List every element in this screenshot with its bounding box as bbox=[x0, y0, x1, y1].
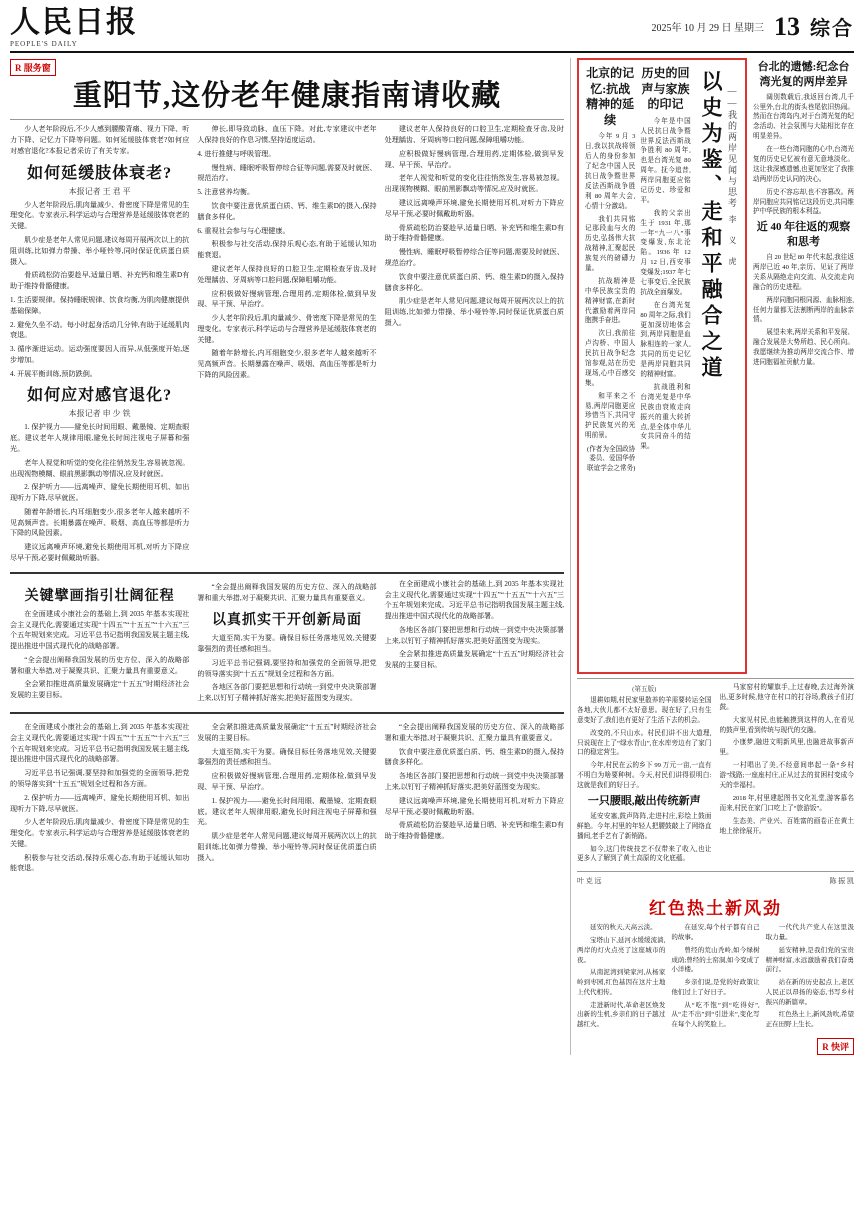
paragraph: 饮食中要注意优质蛋白质、钙、维生素D的摄入,保持膳食多样化。 bbox=[197, 202, 377, 221]
red-feature-headline: 红色热土新风劲 bbox=[649, 899, 782, 919]
red-feature bbox=[577, 876, 854, 1055]
lead-col-3 bbox=[385, 124, 564, 566]
top-right-column bbox=[753, 58, 854, 674]
subhead-limb: 如何延缓肢体衰老? bbox=[27, 164, 173, 182]
paragraph: 退耕如期,村民家里散养的羊需要转运全国各地,大伙儿都不太好意思。现在好了,只有生意变好了,我们也有更好了生活下去的机会。 bbox=[577, 697, 712, 724]
paragraph: 走进新时代,革命老区焕发出新的生机,乡亲们的日子越过越红火。 bbox=[577, 1001, 666, 1029]
paragraph: 抗战胜利和台湾光复是中华民族由衰败走向振兴的重大转折点,是全体中华儿女共同奋斗的结果。 bbox=[640, 383, 691, 451]
paragraph: 应积极做好慢病管理,合理用药,定期体检,做到早发现、早干预、早治疗。 bbox=[197, 289, 377, 309]
paragraph: 抗战精神是中华民族宝贵的精神财富,在新时代激励着两岸同胞携手奋进。 bbox=[585, 277, 636, 325]
paragraph: 建议远离噪声环境,避免长期使用耳机,对听力下降应尽早干预,必要时佩戴助听器。 bbox=[384, 199, 564, 218]
paragraph: 今年是中国人民抗日战争暨世界反法西斯战争胜利 80 周年,也是台湾光复 80 周年。抚今追昔,两岸同胞更应铭记历史、珍爱和平。 bbox=[640, 117, 691, 204]
featured-vertical-title: 以史为鉴、走和平融合之道 bbox=[699, 70, 723, 382]
paragraph: 在全面建成小康社会的基础上,到 2035 年基本实现社会主义现代化,需要通过实现“十四五”“十五五”“十六五”三个五年规划来完成。习近平总书记指明我国发展主题主线,提出推进中国式现代化的战略部署。 bbox=[10, 609, 190, 651]
paragraph: 少人老年阶段后,肌肉量减少、骨密度下降是常见的生理变化。专家表示,科学运动与合理营养是延缓肢体衰老的关键。 bbox=[197, 314, 377, 344]
paragraph: 积极参与社交活动,保持乐观心态,有助于延缓认知功能衰退。 bbox=[10, 853, 190, 873]
section-name: 综合 bbox=[810, 18, 854, 40]
paragraph: 全会紧扣推进高质量发展确定“十五五”时期经济社会发展的主要目标。 bbox=[197, 723, 377, 742]
paragraph: 展望未来,两岸关系和平发展、融合发展是大势所趋、民心所向。我愿继续为推动两岸交流合作、增进同胞福祉贡献力量。 bbox=[753, 329, 854, 366]
paragraph: 1. 保护视力——避免长时间用眼、戴墨镜、定期查眼底。建议老年人规律用眼,避免长时间注视电子屏幕和强光。 bbox=[197, 796, 377, 827]
featured-author: 李 义 虎 bbox=[728, 215, 737, 267]
paragraph: 历史不容忘却,也不容篡改。两岸同胞应共同铭记这段历史,共同维护中华民族的根本利益。 bbox=[753, 188, 854, 216]
red-col-1 bbox=[577, 923, 665, 1033]
paragraph: 改变的,不只山水。村民们讲不出大道理,只说现在上了“绿水青山”,在水库旁边有了家门口的稳定营生。 bbox=[577, 729, 712, 757]
divider bbox=[577, 678, 854, 679]
paragraph: 积极参与社交活动,保持乐观心态,有助于延缓认知功能衰退。 bbox=[197, 240, 377, 260]
divider bbox=[10, 572, 564, 574]
paragraph: 从“吃不饱”到“吃得好”,从“走不出”到“引进来”,变化写在每个人的笑脸上。 bbox=[671, 1001, 760, 1029]
lead-col-2 bbox=[197, 124, 376, 566]
paragraph: 应积极做好慢病管理,合理用药,定期体检,做到早发现、早干预、早治疗。 bbox=[384, 149, 564, 169]
red-byline-left: 叶 克 远 bbox=[577, 877, 602, 886]
paragraph: 随着年龄增长,内耳细胞变少,很多老年人越来越听不见高频声音。长期暴露在噪声、吸烟、高血压等都是听力下降的风险因素。 bbox=[10, 507, 190, 538]
paragraph: 在台湾光复 80 周年之际,我们更加深切地体会到,两岸同胞是血脉相连的一家人,共同的历史记忆是两岸同胞共同的精神财富。 bbox=[640, 301, 691, 379]
paragraph: 饮食中要注意优质蛋白质、钙、维生素D的摄入,保持膳食多样化。 bbox=[384, 272, 564, 292]
newspaper-logo: 人民日报 bbox=[10, 6, 138, 39]
mid-col-2 bbox=[197, 579, 376, 707]
paragraph: 建议老年人保持良好的口腔卫生,定期检查牙齿,及时处理龋齿、牙周病等口腔问题,保障咀嚼功能。 bbox=[197, 264, 377, 284]
featured-subhead-history: 历史的回声与家族的印记 bbox=[641, 66, 690, 112]
masthead bbox=[10, 6, 854, 53]
paragraph: 老年人视觉和听觉的变化往往悄然发生,容易被忽视。出现视物模糊、眼前黑影飘动等情况,应及时就医。 bbox=[10, 458, 190, 478]
right-lower-col-1 bbox=[577, 683, 712, 867]
paragraph: 一村唱出了美,不经意间串起一条“乡村游”线路;一座座村庄,正从过去的贫困村变成今天的幸福村。 bbox=[719, 762, 854, 790]
paragraph: 在全面建成小康社会的基础上,到 2035 年基本实现社会主义现代化,需要通过实现“十四五”“十五五”“十六五”三个五年规划来完成。习近平总书记指明我国发展主题主线,提出推进中国式现代化的战略部署。 bbox=[10, 723, 190, 764]
byline-limb: 本报记者 王 君 平 bbox=[68, 186, 131, 196]
featured-col-2 bbox=[585, 66, 635, 664]
paragraph: 肌少症是老年人常见问题,建议每周开展两次以上的抗阻训练,比如弹力带操、举小哑铃等,同时保证优质蛋白质摄入。 bbox=[197, 832, 377, 862]
paragraph: 饮食中要注意优质蛋白质、钙、维生素D的摄入,保持膳食多样化。 bbox=[384, 747, 564, 767]
paragraph: 肌少症是老年人常见问题,建议每周开展两次以上的抗阻训练,比如弹力带操、举小哑铃等,同时保证优质蛋白质摄入。 bbox=[384, 297, 564, 327]
paragraph: 在一些台湾同胞的心中,台湾光复的历史记忆被有意无意地淡化。这让我深感遗憾,也更加坚定了我推动两岸历史认同的决心。 bbox=[753, 146, 854, 183]
paragraph: 少人老年阶段后,肌肉量减少、骨密度下降是常见的生理变化。专家表示,科学运动与合理营养是延缓肢体衰老的关键。 bbox=[10, 200, 190, 231]
page-body bbox=[10, 58, 854, 1055]
kuaiping-tag: R 快评 bbox=[817, 1038, 854, 1055]
bottom-col-3 bbox=[385, 719, 564, 877]
page-number: 13 bbox=[774, 11, 800, 41]
divider bbox=[10, 712, 564, 714]
subhead-blueprint: 关键擘画指引壮阔征程 bbox=[24, 588, 175, 604]
subhead-newphase: 以真抓实干开创新局面 bbox=[211, 613, 362, 629]
paragraph: 建议老年人保持良好的口腔卫生,定期检查牙齿,及时处理龋齿、牙周病等口腔问题,保障咀嚼功能。 bbox=[384, 125, 564, 145]
lead-article-columns bbox=[10, 124, 564, 566]
paragraph: 各地区各部门要把思想和行动统一到党中央决策部署上来,以钉钉子精神抓好落实,把美好蓝图变为现实。 bbox=[384, 772, 564, 791]
newspaper-logo-subtitle: PEOPLE'S DAILY bbox=[10, 40, 78, 48]
bottom-col-1 bbox=[10, 719, 189, 877]
red-byline-right: 陈 振 凯 bbox=[829, 877, 854, 886]
paragraph: 建议远离噪声环境,避免长期使用耳机,对听力下降应尽早干预,必要时佩戴助听器。 bbox=[10, 543, 190, 562]
paragraph: 习近平总书记强调,要坚持和加强党的全面领导,把党的领导落实到“十五五”规划全过程和各方面。 bbox=[10, 769, 190, 788]
lead-headline: 重阳节,这份老年健康指南请收藏 bbox=[72, 80, 502, 112]
paragraph: 一代代共产党人在这里汲取力量。 bbox=[765, 924, 854, 942]
paragraph: 在全面建成小康社会的基础上,到 2035 年基本实现社会主义现代化,需要通过实现“十四五”“十五五”“十六五”三个五年规划来完成。习近平总书记指明我国发展主题主线,提出推进中国式现代化的战略部署。 bbox=[384, 579, 564, 621]
right-lower-columns bbox=[577, 683, 854, 867]
paragraph: 阔别数载后,我返回台湾,几千公里外,台北的街头巷尾依旧热闹。然而在台湾岛内,对于台湾光复的纪念活动、社会氛围与大陆相比存在明显差异。 bbox=[753, 93, 854, 141]
paragraph: 2. 保护听力——远离噪声、避免长期使用耳机、如出现听力下降,尽早就医。 bbox=[10, 793, 190, 813]
red-col-2 bbox=[671, 923, 759, 1033]
subhead-40years: 近 40 年往返的观察和思考 bbox=[756, 221, 851, 249]
paragraph: 全会紧扣推进高质量发展确定“十五五”时期经济社会发展的主要目标。 bbox=[10, 680, 190, 700]
paragraph: 在延安,每个村子都有自己的故事。 bbox=[671, 924, 760, 942]
paragraph: 宝塔山下,延河水缓缓流淌,两岸的灯火点亮了这座城市的夜。 bbox=[577, 937, 666, 964]
subhead-senses: 如何应对感官退化? bbox=[27, 387, 173, 405]
paragraph: 各地区各部门要把思想和行动统一到党中央决策部署上来,以钉钉子精神抓好落实,把美好蓝图变为现实。 bbox=[197, 683, 377, 703]
mid-band bbox=[10, 579, 564, 707]
mid-col-1 bbox=[10, 579, 189, 707]
paragraph: 生态美、产业兴、百姓富的画卷正在黄土地上徐徐展开。 bbox=[719, 817, 854, 835]
paragraph: 延安的秋天,天高云淡。 bbox=[590, 924, 657, 932]
paragraph: 慢性病、睡眠呼吸暂停综合征等问题,需要及时就医、规范治疗。 bbox=[384, 248, 564, 267]
paragraph: 今年 9 月 3 日,我以抗战将领后人的身份参加了纪念中国人民抗日战争暨世界反法西斯战争胜利 80 周年大会,心情十分激动。 bbox=[585, 133, 636, 210]
paragraph: 骨质疏松防治要趁早,适量日晒、补充钙和维生素D有助于维持骨骼健康。 bbox=[10, 271, 190, 291]
paragraph: 2018 年,村里建起图书文化礼堂,游客慕名而来,村民在家门口吃上了“旅游饭”。 bbox=[719, 794, 854, 812]
list-item: 5. 注意营养均衡。 bbox=[197, 188, 255, 197]
paragraph: 建议远离噪声环境,避免长期使用耳机,对听力下降应尽早干预,必要时佩戴助听器。 bbox=[384, 796, 564, 816]
paragraph: 1. 保护视力——避免长时间用眼、戴墨镜、定期查眼底。建议老年人规律用眼,避免长时间注视电子屏幕和强光。 bbox=[10, 423, 190, 453]
bottom-band bbox=[10, 719, 564, 877]
list-item: 2. 避免久坐不动。每小时起身活动几分钟,有助于延缓肌肉衰退。 bbox=[10, 320, 190, 340]
left-zone bbox=[10, 58, 564, 1055]
list-item: 4. 进行推健与呼吸管理。 bbox=[197, 149, 276, 158]
byline-senses: 本报记者 申 少 铁 bbox=[68, 409, 131, 419]
subhead-waist-drum: 一只腰眼,敲出传统新声 bbox=[587, 795, 701, 808]
featured-attribution: (作者为全国政协委员、爱国华侨联谊学会之常务) bbox=[587, 446, 636, 472]
paragraph: 乡亲们说,是党的好政策让他们过上了好日子。 bbox=[671, 979, 760, 996]
paragraph: 自 20 世纪 80 年代末起,我往返两岸已近 40 年,亲历、见证了两岸关系从隔绝走向交流、从交流走向融合的历史进程。 bbox=[753, 254, 854, 291]
continuation-label: (第五版) bbox=[632, 686, 657, 693]
paragraph: “全会提出阐释我国发展的历史方位、深入的战略部署和重大举措,对于凝聚共识、汇聚力量具有重要意义。 bbox=[10, 655, 190, 675]
paragraph: 我们共同铭记那段血与火的历史,弘扬伟大抗战精神,汇聚起民族复兴的磅礴力量。 bbox=[585, 215, 636, 272]
right-lower-col-2 bbox=[720, 683, 855, 867]
mid-col-3 bbox=[385, 579, 564, 707]
lead-intro: 少人老年阶段后,不少人感到腰酸背痛、视力下降、听力下降、记忆力下降等问题。如何延缓肢体衰老?如何应对感官退化?本报记者采访了有关专家。 bbox=[10, 125, 190, 155]
paragraph: 全会紧扣推进高质量发展确定“十五五”时期经济社会发展的主要目标。 bbox=[384, 650, 564, 670]
publication-date: 2025年 10 月 29 日 星期三 bbox=[651, 23, 764, 34]
paragraph: 骨质疏松防治要趁早,适量日晒、补充钙和维生素D有助于维持骨骼健康。 bbox=[384, 223, 564, 243]
paragraph: 各地区各部门要把思想和行动统一到党中央决策部署上来,以钉钉子精神抓好落实,把美好蓝图变为现实。 bbox=[384, 625, 564, 645]
masthead-logo-block bbox=[10, 6, 138, 48]
divider bbox=[10, 119, 564, 120]
paragraph: 如今,这门传统技艺不仅带来了收入,也让更多人了解到了黄土高原的文化底蕴。 bbox=[577, 845, 712, 863]
divider bbox=[577, 871, 854, 872]
paragraph: 红色热土上,新风劲吹,希望正在田野上生长。 bbox=[765, 1011, 854, 1029]
paragraph: 伸长,即导致动脉、血压下降。对此,专家建议中老年人保持良好的作息习惯,坚持适度运动。 bbox=[197, 125, 377, 145]
red-col-3 bbox=[766, 923, 854, 1033]
list-item: 4. 开展平衡训练,预防跌倒。 bbox=[10, 369, 97, 378]
paragraph: 骨质疏松防治要趁早,适量日晒、补充钙和维生素D有助于维持骨骼健康。 bbox=[384, 821, 564, 841]
subhead-taipei: 台北的遗憾:纪念台湾光复的两岸差异 bbox=[757, 61, 850, 88]
paragraph: 曾经的荒山秃岭,如今绿树成荫;曾经的土窑洞,如今变成了小洋楼。 bbox=[671, 946, 760, 974]
bottom-col-2 bbox=[197, 719, 376, 877]
paragraph: 小康梦,融进文明新风里,也融进故事新声里。 bbox=[719, 739, 854, 757]
list-item: 1. 生活要规律。保持睡眠规律、饮食均衡,为肌肉健康提供基础保障。 bbox=[10, 295, 190, 315]
paragraph: 大家见村民,也能触摸到这样的人,在看见的鼓声里,看到传统与现代的交融。 bbox=[719, 716, 854, 734]
paragraph: 今年,村民在云的乡下 99 万元一亩,一直有不明白为啥要种树。今天,村民们讲得很明白:这就是我们的好日子。 bbox=[577, 762, 712, 790]
featured-body-columns bbox=[585, 66, 691, 664]
paragraph: “全会提出阐释我国发展的历史方位、深入的战略部署和重大举措,对于凝聚共识、汇聚力量具有重要意义。 bbox=[384, 723, 564, 742]
paragraph: 2. 保护听力——远离噪声、避免长期使用耳机、如出现听力下降,尽早就医。 bbox=[10, 483, 190, 503]
paragraph: 少人老年阶段后,肌肉量减少、骨密度下降是常见的生理变化。专家表示,科学运动与合理营养是延缓肢体衰老的关键。 bbox=[10, 818, 190, 848]
right-zone bbox=[570, 58, 854, 1055]
paragraph: 延安精神,是我们党的宝贵精神财富,永远激励着我们奋勇前行。 bbox=[765, 946, 854, 974]
paragraph: 习近平总书记强调,要坚持和加强党的全面领导,把党的领导落实到“十五五”规划全过程和各方面。 bbox=[197, 658, 377, 678]
paragraph: 我的父亲出生于 1931 年,那一年“九一八”事变爆发,东北沦陷。1936 年 12 月 12 日,西安事变爆发;1937 年七七事变后,全民族抗战全面爆发。 bbox=[640, 209, 691, 296]
featured-col-1 bbox=[640, 66, 690, 664]
kuaiping-row bbox=[577, 1037, 854, 1055]
paragraph: 随着年龄增长,内耳细胞变少,很多老年人越来越听不见高频声音。长期暴露在噪声、吸烟、高血压等都是听力下降的风险因素。 bbox=[197, 349, 377, 379]
paragraph: 大道至简,实干为要。确保目标任务落地见效,关键要靠强烈的责任感和担当。 bbox=[197, 634, 377, 654]
paragraph: 老年人视觉和听觉的变化往往悄然发生,容易被忽视。出现视物模糊、眼前黑影飘动等情况,应及时就医。 bbox=[384, 174, 564, 194]
paragraph: 延安安塞,鼓声阵阵,走进村庄,彩绘上鼓面鲜艳。今年,村里的年轻人把腰鼓敲上了网络直播间,老手艺有了新销路。 bbox=[577, 812, 712, 840]
featured-vertical-subtitle: ——我的两岸见闻与思考 bbox=[727, 86, 737, 209]
red-feature-columns bbox=[577, 923, 854, 1033]
paragraph: 两岸同胞同根同源、血脉相连,任何力量都无法割断两岸的血脉亲情。 bbox=[753, 296, 854, 324]
paragraph: 大道至简,实干为要。确保目标任务落地见效,关键要靠强烈的责任感和担当。 bbox=[197, 747, 377, 767]
featured-subhead-beijing: 北京的记忆:抗战精神的延续 bbox=[586, 66, 635, 127]
paragraph: 应积极做好慢病管理,合理用药,定期体检,做到早发现、早干预、早治疗。 bbox=[197, 772, 377, 791]
masthead-right bbox=[652, 6, 855, 41]
lead-col-1 bbox=[10, 124, 189, 566]
service-window-tag: R 服务窗 bbox=[10, 59, 56, 76]
paragraph: 慢性病、睡眠呼吸暂停综合征等问题,需要及时就医、规范治疗。 bbox=[197, 163, 377, 183]
paragraph: 站在新的历史起点上,老区人民正以昂扬的姿态,书写乡村振兴的新篇章。 bbox=[765, 979, 854, 1006]
paragraph: 和平来之不易,两岸同胞更应珍惜当下,共同守护民族复兴的光明前景。 bbox=[585, 392, 636, 440]
list-item: 6. 重视社会参与与心理健康。 bbox=[197, 226, 290, 235]
paragraph: 从南泥湾到梁家河,从杨家岭到枣园,红色基因在这片土地上代代相传。 bbox=[577, 969, 666, 996]
featured-article-box bbox=[577, 58, 747, 674]
list-item: 3. 循序渐进运动。运动强度要因人而异,从低强度开始,逐步增加。 bbox=[10, 345, 190, 364]
paragraph: 次日,我前往卢沟桥、中国人民抗日战争纪念馆参观,站在历史现场,心中百感交集。 bbox=[585, 330, 636, 387]
paragraph: 肌少症是老年人常见问题,建议每周开展两次以上的抗阻训练,比如弹力带操、举小哑铃等,同时保证优质蛋白质摄入。 bbox=[10, 236, 190, 266]
paragraph: “全会提出阐释我国发展的历史方位、深入的战略部署和重大举措,对于凝聚共识、汇聚力量具有重要意义。 bbox=[197, 582, 377, 602]
paragraph: 马家窑村的耀旗手,上过春晚,去过海外演出,更多时候,他守在村口的打谷场,教孩子们打鼓。 bbox=[719, 684, 854, 711]
